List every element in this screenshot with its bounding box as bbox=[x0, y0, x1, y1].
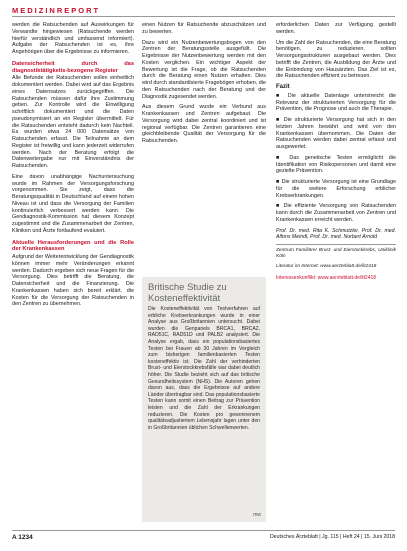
paragraph: einen Nutzen für Ratsuchende abzuschätzen und zu bewerten. bbox=[142, 22, 266, 35]
footer-rule bbox=[12, 530, 395, 531]
paragraph: Alle Befunde der Ratsuchenden sollen einheitlich dokumentiert werden. Dabei wird auf das Ergebnis eines Datensatzes zurückgegriffen. Die Ratsuchenden müssen dafür ihre Zustimmung geben. Zur Kontrolle wird die Einwilligung schriftlich dokumentiert und die Daten pseudonymisiert an ein Register übermittelt. Für die Ratsuchenden entsteht dadurch kein Nachteil. Es wurden etwa 24 000 Datensätze von Ratsuchenden erfasst. Die Teilnahme an dem Register ist freiwillig und kann jederzeit widerrufen werden. Nach der Beratung erfolgt die Datenweitergabe nur mit Einverständnis der Ratsuchenden. bbox=[12, 75, 134, 170]
subheading: Datensicherheit durch das diagnostiktätigkeits-bezogene Register bbox=[12, 60, 134, 74]
paragraph: Aufgrund der Weiterentwicklung der Gendiagnostik können immer mehr Veränderungen erkannt werden. Dadurch ergeben sich neue Fragen für die Versorgung. Dies betrifft die Beratung, die Datensicherheit und die Finanzierung. Die Krankenkassen haben sich bereit erklärt, die Kosten für die Versorgung der Ratsuchenden in den Zentren zu übernehmen. bbox=[12, 254, 134, 308]
column-1 bbox=[12, 22, 134, 312]
page-number: A 1234 bbox=[12, 534, 33, 541]
paragraph: werden die Ratsuchenden auf Auswirkungen für Verwandte hingewiesen (Ratsuchende werden hierfür verständlich und umfassend informiert). Aufgabe der Ratsuchenden ist es, ihre Angehörigen über die Ergebnisse zu informieren. bbox=[12, 22, 134, 55]
info-box-text: Die Kosteneffektivität von Testverfahren auf erbliche Krebserkrankungen wurde in einer Analyse aus Großbritannien untersucht. Dabei wurden die Genpanels BRCA1, BRCA2, RAD51C, RAD51D und PALB2 analysiert. Die Analyse ergab, dass ein populationsbasiertes Testen bei Frauen ab 30 Jahren im Vergleich zum bisherigen familienbasierten Testen kosteneffektiv ist. Die Zahl der verhinderten Brust- und Eierstockkrebsfälle war dabei deutlich höher. Die Studie bezieht sich auf das britische Gesundheitssystem (NHS). Die Autoren gehen davon aus, dass die Ergebnisse auf andere Länder übertragbar sind. Das populationsbasierte Testen kann somit einen Beitrag zur Prävention leisten und die Zahl der Erkrankungen reduzieren. Die Kosten pro gewonnenem qualitätsadjustiertem Lebensjahr lagen unter den in Großbritannien üblichen Schwellenwerten. bbox=[148, 306, 260, 431]
paragraph: erforderlichen Daten zur Verfügung gestellt werden. bbox=[276, 22, 396, 35]
paragraph: Aus diesem Grund wurde ein Verbund aus Krankenkassen und Zentren aufgebaut. Die Versorgung wird dabei zentral koordiniert und ist regional verfügbar. Die Zentren garantieren eine gleichbleibende Qualität der Versorgung für die Ratsuchenden. bbox=[142, 104, 266, 144]
conclusion-heading: Fazit bbox=[276, 84, 290, 90]
paragraph: Eine davon unabhängige Nachuntersuchung wurde im Rahmen der Versorgungsforschung vorgenommen. Sie zeigt, dass die Beratungsqualität in Deutschland auf einem hohen Niveau ist und dass die Versorgung der Familien kontinuierlich verbessert werden kann. Die Gendiagnostik-Kommission hat diesem Konzept zugestimmt und die Zusammenarbeit der Zentren, Kliniken und Ärzte fortlaufend evaluiert. bbox=[12, 173, 134, 234]
divider bbox=[276, 244, 396, 245]
subheading: Aktuelle Herausforderungen und die Rolle der Krankenkassen bbox=[12, 239, 134, 253]
paragraph: Dazu wird ein Nutzenbewertungsbogen von den Zentren der Beratungsstelle ausgefüllt. Die Ergebnisse der Nutzenbewertung werden mit den Kosten verglichen. Ein wichtiger Aspekt der Bewertung ist die Frage, ob die Ratsuchenden durch die Beratung einen Nutzen erhalten. Dies wird durch standardisierte Fragebögen erhoben, die den Ratsuchenden nach der Beratung und der Diagnostik zugesendet werden. bbox=[142, 39, 266, 100]
section-rubric: MEDIZINREPORT bbox=[12, 6, 101, 15]
conclusion-bullet: ■ Die strukturierte Versorgung hat sich in den letzten Jahren bewährt und wird von den Krankenkassen übernommen. Die Daten der Ratsuchenden werden dabei zentral erfasst und ausgewertet. bbox=[276, 117, 396, 150]
journal-citation: Deutsches Ärzteblatt | Jg. 115 | Heft 24 | 15. Juni 2018 bbox=[269, 534, 395, 540]
header-rule bbox=[12, 16, 395, 17]
author-mark: mw bbox=[253, 512, 261, 518]
literature-link[interactable]: Interessenkonflikt: www.aerzteblatt.de/lit2418 bbox=[276, 275, 377, 282]
literature-note: Literatur im Internet: www.aerzteblatt.de/lit2418 bbox=[276, 264, 377, 270]
conclusion-bullet: ■ Das genetische Testen ermöglicht die Identifikation von Risikopersonen und damit eine gezielte Prävention. bbox=[276, 154, 396, 175]
column-2 bbox=[142, 22, 266, 149]
column-3 bbox=[276, 22, 396, 282]
info-box bbox=[142, 277, 266, 522]
conclusion-bullet: ■ Die aktuelle Datenlage unterstreicht die Relevanz der strukturierten Versorgung für die Prävention, die Prognose und auch die Therapie. bbox=[276, 92, 396, 113]
author-address: Zentrum Familiärer Brust- und Eierstockkrebs, Uniklinik Köln bbox=[276, 248, 396, 260]
authors: Prof. Dr. med. Rita K. Schmutzler, Prof. Dr. med. Alfons Meindl, Prof. Dr. med. Norbert Arnold bbox=[276, 227, 396, 240]
conclusion-bullet: ■ Die effiziente Versorgung von Ratsuchenden kann durch die Zusammenarbeit von Zentren und Krankenkassen erreicht werden. bbox=[276, 203, 396, 223]
paragraph: Um die Zahl der Ratsuchenden, die eine Beratung benötigen, zu reduzieren, sollten Versorgungsstrukturen ausgebaut werden. Dies betrifft die Zentren, die Ausbildung der Ärzte und die Einbindung von Hausärzten. Das Ziel ist es, die Ratsuchenden effizient zu betreuen. bbox=[276, 39, 396, 80]
info-box-title: Britische Studie zu Kosteneffektivität bbox=[148, 282, 227, 304]
conclusion-bullet: ■ Die strukturierte Versorgung ist eine Grundlage für die weitere Erforschung erblicher Krebserkrankungen. bbox=[276, 179, 396, 199]
